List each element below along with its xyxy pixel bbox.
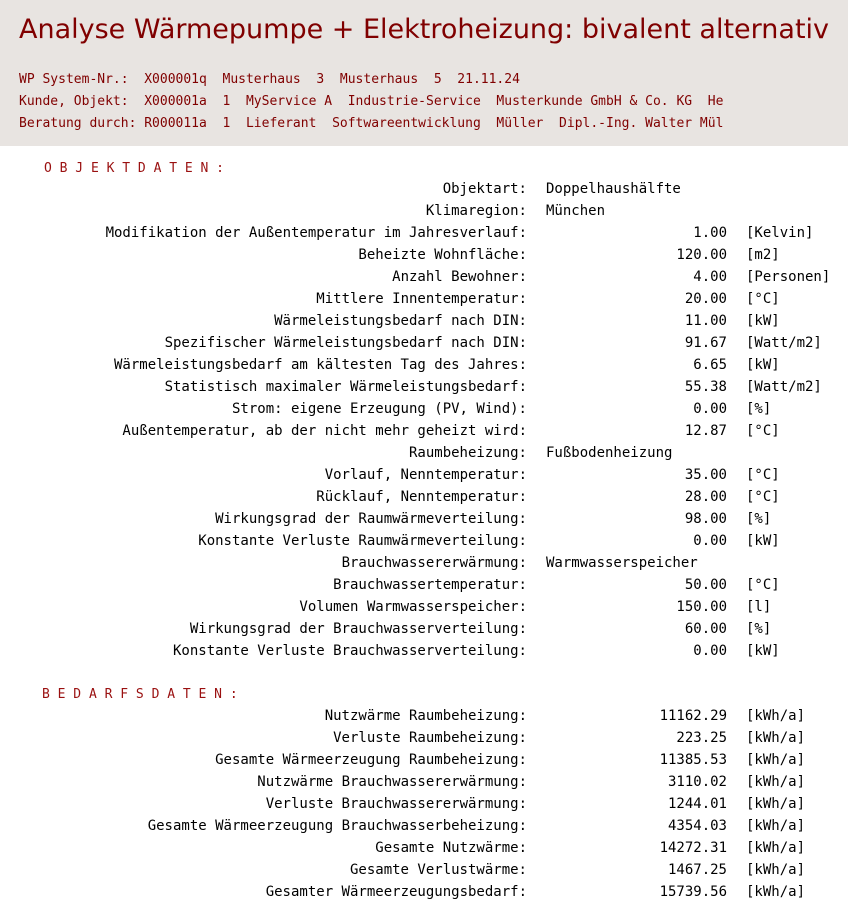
row-label: Vorlauf, Nenntemperatur: [324, 467, 527, 483]
row-unit: [°C] [746, 291, 780, 307]
data-row [0, 862, 848, 884]
bedarfsdaten-heading: B E D A R F S D A T E N : [42, 687, 238, 702]
row-unit: [Kelvin] [746, 225, 814, 241]
row-unit: [°C] [746, 467, 780, 483]
row-unit: [%] [746, 401, 772, 417]
row-label: Gesamte Verlustwärme: [349, 862, 527, 878]
row-unit: [kWh/a] [746, 840, 806, 856]
row-unit: [°C] [746, 489, 780, 505]
data-row [0, 401, 848, 423]
row-value: 28.00 [684, 489, 727, 505]
row-value: 4354.03 [667, 818, 727, 834]
row-unit: [l] [746, 599, 772, 615]
data-row [0, 555, 848, 577]
row-value: 120.00 [676, 247, 727, 263]
row-label: Brauchwassererwärmung: [341, 555, 527, 571]
row-label: Raumbeheizung: [408, 445, 527, 461]
data-row [0, 533, 848, 555]
report-header [0, 0, 848, 146]
data-row [0, 577, 848, 599]
data-row [0, 291, 848, 313]
data-row [0, 511, 848, 533]
row-label: Statistisch maximaler Wärmeleistungsbedarf: [164, 379, 527, 395]
row-value: 55.38 [684, 379, 727, 395]
row-unit: [kWh/a] [746, 796, 806, 812]
system-number-line: WP System-Nr.: X000001q Musterhaus 3 Musterhaus 5 21.11.24 [19, 72, 520, 87]
row-value: 1467.25 [667, 862, 727, 878]
data-row [0, 643, 848, 665]
row-unit: [Watt/m2] [746, 379, 822, 395]
row-label: Verluste Brauchwassererwärmung: [265, 796, 527, 812]
row-label: Außentemperatur, ab der nicht mehr geheizt wird: [122, 423, 527, 439]
data-row [0, 730, 848, 752]
row-label: Gesamter Wärmeerzeugungsbedarf: [265, 884, 527, 900]
row-unit: [°C] [746, 423, 780, 439]
row-value: 91.67 [684, 335, 727, 351]
data-row [0, 423, 848, 445]
row-label: Klimaregion: [425, 203, 527, 219]
row-unit: [°C] [746, 577, 780, 593]
row-text-value: Doppelhaushälfte [546, 181, 681, 197]
row-value: 20.00 [684, 291, 727, 307]
data-row [0, 840, 848, 862]
objektdaten-heading: O B J E K T D A T E N : [44, 161, 225, 176]
row-unit: [kWh/a] [746, 708, 806, 724]
row-label: Volumen Warmwasserspeicher: [299, 599, 527, 615]
row-unit: [kW] [746, 533, 780, 549]
row-label: Brauchwassertemperatur: [333, 577, 527, 593]
row-label: Nutzwärme Raumbeheizung: [324, 708, 527, 724]
row-label: Rücklauf, Nenntemperatur: [316, 489, 527, 505]
row-value: 50.00 [684, 577, 727, 593]
row-value: 4.00 [693, 269, 727, 285]
consultant-line: Beratung durch: R000011a 1 Lieferant Softwareentwicklung Müller Dipl.-Ing. Walter Mül [19, 116, 724, 131]
data-row [0, 599, 848, 621]
row-label: Verluste Raumbeheizung: [333, 730, 527, 746]
data-row [0, 818, 848, 840]
row-value: 0.00 [693, 643, 727, 659]
data-row [0, 247, 848, 269]
row-value: 60.00 [684, 621, 727, 637]
row-unit: [kWh/a] [746, 862, 806, 878]
data-row [0, 467, 848, 489]
row-label: Mittlere Innentemperatur: [316, 291, 527, 307]
row-label: Wirkungsgrad der Brauchwasserverteilung: [189, 621, 527, 637]
row-label: Gesamte Wärmeerzeugung Brauchwasserbeheizung: [147, 818, 527, 834]
row-unit: [kW] [746, 357, 780, 373]
row-label: Wirkungsgrad der Raumwärmeverteilung: [215, 511, 527, 527]
data-row [0, 313, 848, 335]
data-row [0, 357, 848, 379]
row-label: Objektart: [442, 181, 527, 197]
row-unit: [kWh/a] [746, 774, 806, 790]
data-row [0, 884, 848, 906]
row-value: 1.00 [693, 225, 727, 241]
data-row [0, 203, 848, 225]
data-row [0, 796, 848, 818]
row-label: Anzahl Bewohner: [392, 269, 527, 285]
data-row [0, 621, 848, 643]
row-value: 11.00 [684, 313, 727, 329]
row-unit: [kWh/a] [746, 730, 806, 746]
row-label: Wärmeleistungsbedarf nach DIN: [274, 313, 527, 329]
data-row [0, 225, 848, 247]
row-label: Modifikation der Außentemperatur im Jahresverlauf: [105, 225, 527, 241]
row-value: 0.00 [693, 401, 727, 417]
row-value: 35.00 [684, 467, 727, 483]
row-unit: [kWh/a] [746, 818, 806, 834]
row-value: 12.87 [684, 423, 727, 439]
row-label: Wärmeleistungsbedarf am kältesten Tag des Jahres: [113, 357, 527, 373]
data-row [0, 774, 848, 796]
row-value: 11162.29 [659, 708, 727, 724]
data-row [0, 489, 848, 511]
row-value: 6.65 [693, 357, 727, 373]
row-value: 150.00 [676, 599, 727, 615]
row-unit: [Personen] [746, 269, 831, 285]
data-row [0, 379, 848, 401]
row-value: 14272.31 [659, 840, 727, 856]
row-unit: [kWh/a] [746, 884, 806, 900]
row-unit: [%] [746, 511, 772, 527]
row-value: 98.00 [684, 511, 727, 527]
page-title: Analyse Wärmepumpe + Elektroheizung: bivalent alternativ [18, 14, 830, 45]
row-value: 1244.01 [667, 796, 727, 812]
row-label: Konstante Verluste Brauchwasserverteilung: [172, 643, 527, 659]
row-unit: [kWh/a] [746, 752, 806, 768]
data-row [0, 445, 848, 467]
customer-object-line: Kunde, Objekt: X000001a 1 MyService A Industrie-Service Musterkunde GmbH & Co. KG He [19, 94, 724, 109]
data-row [0, 752, 848, 774]
row-text-value: Warmwasserspeicher [546, 555, 698, 571]
data-row [0, 708, 848, 730]
row-label: Strom: eigene Erzeugung (PV, Wind): [231, 401, 527, 417]
row-unit: [m2] [746, 247, 780, 263]
data-row [0, 269, 848, 291]
row-value: 0.00 [693, 533, 727, 549]
row-label: Konstante Verluste Raumwärmeverteilung: [198, 533, 527, 549]
data-row [0, 181, 848, 203]
row-value: 15739.56 [659, 884, 727, 900]
row-value: 3110.02 [667, 774, 727, 790]
row-label: Nutzwärme Brauchwassererwärmung: [257, 774, 527, 790]
row-unit: [kW] [746, 643, 780, 659]
row-unit: [kW] [746, 313, 780, 329]
data-row [0, 335, 848, 357]
row-text-value: Fußbodenheizung [546, 445, 673, 461]
row-label: Beheizte Wohnfläche: [358, 247, 527, 263]
row-label: Spezifischer Wärmeleistungsbedarf nach DIN: [164, 335, 527, 351]
row-label: Gesamte Nutzwärme: [375, 840, 527, 856]
row-label: Gesamte Wärmeerzeugung Raumbeheizung: [215, 752, 527, 768]
row-unit: [Watt/m2] [746, 335, 822, 351]
row-unit: [%] [746, 621, 772, 637]
row-value: 223.25 [676, 730, 727, 746]
row-text-value: München [546, 203, 606, 219]
row-value: 11385.53 [659, 752, 727, 768]
